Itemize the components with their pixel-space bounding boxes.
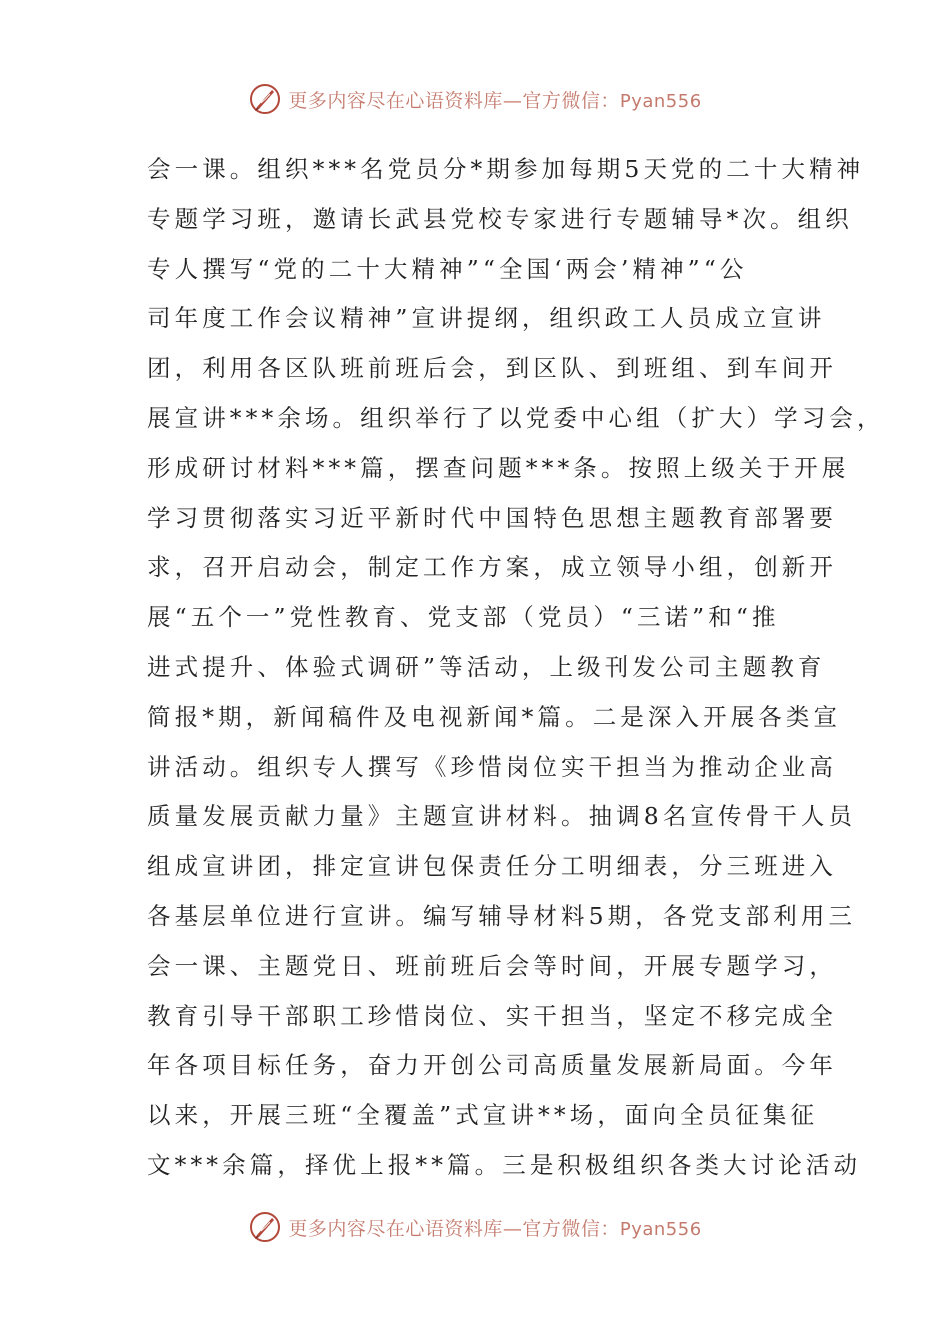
text-line: 求，召开启动会，制定工作方案，成立领导小组，创新开 <box>147 553 837 582</box>
footer-banner <box>0 1210 950 1244</box>
text-line: 简报*期，新闻稿件及电视新闻*篇。二是深入开展各类宣 <box>147 702 842 731</box>
text-line: 专题学习班，邀请长武县党校专家进行专题辅导*次。组织 <box>147 204 853 233</box>
text-line: 展“五个一”党性教育、党支部（党员）“三诺”和“推 <box>147 603 780 632</box>
text-line: 组成宣讲团，排定宣讲包保责任分工明细表，分三班进入 <box>147 852 837 881</box>
text-line: 文***余篇，择优上报**篇。三是积极组织各类大讨论活动 <box>147 1150 862 1179</box>
text-line: 会一课。组织***名党员分*期参加每期5天党的二十大精神 <box>147 155 865 183</box>
text-line: 形成研讨材料***篇，摆查问题***条。按照上级关于开展 <box>147 453 850 482</box>
text-line: 会一课、主题党日、班前班后会等时间，开展专题学习， <box>147 951 837 980</box>
footer-banner-text: 更多内容尽在心语资料库—官方微信：Pyan556 <box>288 1217 702 1240</box>
text-line: 展宣讲***余场。组织举行了以党委中心组（扩大）学习会， <box>147 403 885 432</box>
header-banner <box>0 82 950 116</box>
text-line: 学习贯彻落实习近平新时代中国特色思想主题教育部署要 <box>147 503 837 532</box>
header-wechat-handle: Pyan556 <box>619 90 702 112</box>
text-line: 以来，开展三班“全覆盖”式宣讲**场，面向全员征集征 <box>147 1101 819 1130</box>
document-body <box>147 145 885 1191</box>
text-line: 年各项目标任务，奋力开创公司高质量发展新局面。今年 <box>147 1051 837 1080</box>
text-line: 质量发展贡献力量》主题宣讲材料。抽调8名宣传骨干人员 <box>147 802 857 831</box>
quill-pen-seal-icon <box>248 1210 282 1244</box>
text-line: 各基层单位进行宣讲。编写辅导材料5期，各党支部利用三 <box>147 901 857 930</box>
text-line: 司年度工作会议精神”宣讲提纲，组织政工人员成立宣讲 <box>147 304 826 333</box>
text-line: 团，利用各区队班前班后会，到区队、到班组、到车间开 <box>147 354 837 383</box>
footer-wechat-handle: Pyan556 <box>619 1218 702 1240</box>
text-line: 教育引导干部职工珍惜岗位、实干担当，坚定不移完成全 <box>147 1001 837 1030</box>
text-line: 讲活动。组织专人撰写《珍惜岗位实干担当为推动企业高 <box>147 752 837 781</box>
text-line: 进式提升、体验式调研”等活动，上级刊发公司主题教育 <box>147 652 826 681</box>
text-line: 专人撰写“党的二十大精神”“全国‘两会’精神”“公 <box>147 254 748 283</box>
quill-pen-seal-icon <box>248 82 282 116</box>
header-banner-text: 更多内容尽在心语资料库—官方微信：Pyan556 <box>288 89 702 112</box>
